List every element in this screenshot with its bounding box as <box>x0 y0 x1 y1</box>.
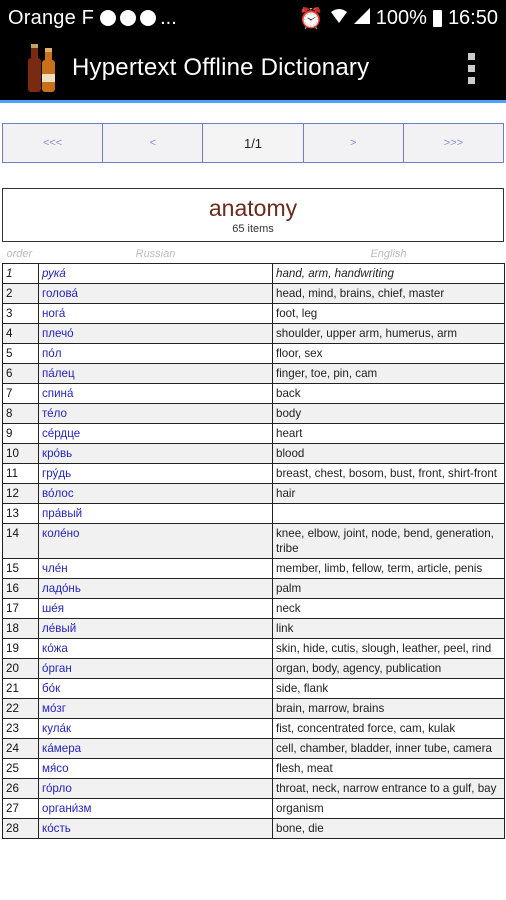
russian-word-link[interactable]: пра́вый <box>39 503 273 523</box>
english-translation: body <box>273 403 505 423</box>
english-translation: flesh, meat <box>273 758 505 778</box>
row-order: 2 <box>3 283 39 303</box>
column-header-order: order <box>6 248 33 261</box>
english-translation: bone, die <box>273 818 505 838</box>
russian-word-link[interactable]: чле́н <box>39 558 273 578</box>
next-page-button[interactable]: > <box>304 124 404 162</box>
row-order: 3 <box>3 303 39 323</box>
column-header-russian: Russian <box>135 248 176 261</box>
english-translation: foot, leg <box>273 303 505 323</box>
topic-title: anatomy <box>208 195 298 221</box>
russian-word-link[interactable]: се́рдце <box>39 423 273 443</box>
prev-page-button[interactable]: < <box>103 124 203 162</box>
table-row[interactable] <box>3 463 505 483</box>
alarm-icon: ⏰ <box>298 7 324 30</box>
row-order: 25 <box>3 758 39 778</box>
english-translation <box>273 503 505 523</box>
clock: 16:50 <box>447 6 498 29</box>
row-order: 14 <box>3 523 39 558</box>
russian-word-link[interactable]: рука́ <box>39 263 273 283</box>
notification-icon <box>120 10 136 26</box>
russian-word-link[interactable]: те́ло <box>39 403 273 423</box>
row-order: 16 <box>3 578 39 598</box>
table-row[interactable] <box>3 323 505 343</box>
topic-item-count: 65 items <box>232 223 274 235</box>
russian-word-link[interactable]: плечо́ <box>39 323 273 343</box>
russian-word-link[interactable]: нога́ <box>39 303 273 323</box>
table-row[interactable] <box>3 638 505 658</box>
row-order: 27 <box>3 798 39 818</box>
table-row[interactable] <box>3 778 505 798</box>
row-order: 26 <box>3 778 39 798</box>
english-translation: back <box>273 383 505 403</box>
app-logo-icon <box>20 42 64 94</box>
row-order: 17 <box>3 598 39 618</box>
row-order: 9 <box>3 423 39 443</box>
row-order: 22 <box>3 698 39 718</box>
row-order: 21 <box>3 678 39 698</box>
more-notifications: ... <box>160 6 177 29</box>
table-row[interactable] <box>3 263 505 283</box>
carrier-name: Orange F <box>8 6 95 29</box>
table-row[interactable] <box>3 818 505 838</box>
russian-word-link[interactable]: бо́к <box>39 678 273 698</box>
row-order: 7 <box>3 383 39 403</box>
cloud-upload-icon <box>100 10 116 26</box>
table-row[interactable] <box>3 658 505 678</box>
table-row[interactable] <box>3 283 505 303</box>
russian-word-link[interactable]: го́рло <box>39 778 273 798</box>
row-order: 23 <box>3 718 39 738</box>
russian-word-link[interactable]: о́рган <box>39 658 273 678</box>
english-translation: side, flank <box>273 678 505 698</box>
row-order: 1 <box>3 263 39 283</box>
russian-word-link[interactable]: ка́мера <box>39 738 273 758</box>
russian-word-link[interactable]: во́лос <box>39 483 273 503</box>
first-page-button[interactable]: <<< <box>3 124 103 162</box>
english-translation: member, limb, fellow, term, article, penis <box>273 558 505 578</box>
russian-word-link[interactable]: гру́дь <box>39 463 273 483</box>
last-page-button[interactable]: >>> <box>404 124 503 162</box>
english-translation: neck <box>273 598 505 618</box>
russian-word-link[interactable]: голова́ <box>39 283 273 303</box>
row-order: 10 <box>3 443 39 463</box>
topic-header <box>2 188 504 242</box>
overflow-menu-icon[interactable] <box>468 53 476 84</box>
row-order: 13 <box>3 503 39 523</box>
row-order: 8 <box>3 403 39 423</box>
english-translation: fist, concentrated force, cam, kulak <box>273 718 505 738</box>
russian-word-link[interactable]: ле́вый <box>39 618 273 638</box>
page-indicator: 1/1 <box>203 124 303 162</box>
russian-word-link[interactable]: па́лец <box>39 363 273 383</box>
english-translation: hair <box>273 483 505 503</box>
table-row[interactable] <box>3 718 505 738</box>
russian-word-link[interactable]: ше́я <box>39 598 273 618</box>
english-translation: organ, body, agency, publication <box>273 658 505 678</box>
battery-icon <box>433 10 442 27</box>
english-translation: organism <box>273 798 505 818</box>
table-row[interactable] <box>3 738 505 758</box>
russian-word-link[interactable]: мо́зг <box>39 698 273 718</box>
row-order: 6 <box>3 363 39 383</box>
russian-word-link[interactable]: ладо́нь <box>39 578 273 598</box>
russian-word-link[interactable]: коле́но <box>39 523 273 558</box>
row-order: 28 <box>3 818 39 838</box>
english-translation: finger, toe, pin, cam <box>273 363 505 383</box>
battery-percent: 100% <box>375 6 427 29</box>
table-row[interactable] <box>3 363 505 383</box>
english-translation: shoulder, upper arm, humerus, arm <box>273 323 505 343</box>
row-order: 12 <box>3 483 39 503</box>
english-translation: palm <box>273 578 505 598</box>
table-row[interactable] <box>3 483 505 503</box>
english-translation: skin, hide, cutis, slough, leather, peel, rind <box>273 638 505 658</box>
table-row[interactable] <box>3 523 505 558</box>
status-bar <box>0 0 506 36</box>
table-row[interactable] <box>3 383 505 403</box>
table-row[interactable] <box>3 423 505 443</box>
table-row[interactable] <box>3 578 505 598</box>
english-translation: knee, elbow, joint, node, bend, generation, tribe <box>273 523 505 558</box>
signal-icon <box>354 7 370 30</box>
table-row[interactable] <box>3 598 505 618</box>
cloud-download-icon <box>140 10 156 26</box>
english-translation: breast, chest, bosom, bust, front, shirt-front <box>273 463 505 483</box>
table-row[interactable] <box>3 303 505 323</box>
word-table <box>2 246 504 839</box>
english-translation: brain, marrow, brains <box>273 698 505 718</box>
pagination <box>2 123 504 163</box>
table-row[interactable] <box>3 618 505 638</box>
table-row[interactable] <box>3 698 505 718</box>
english-translation: blood <box>273 443 505 463</box>
english-translation: link <box>273 618 505 638</box>
row-order: 20 <box>3 658 39 678</box>
table-row[interactable] <box>3 503 505 523</box>
russian-word-link[interactable]: кро́вь <box>39 443 273 463</box>
column-header-english: English <box>370 248 407 261</box>
english-translation: head, mind, brains, chief, master <box>273 283 505 303</box>
row-order: 18 <box>3 618 39 638</box>
english-translation: throat, neck, narrow entrance to a gulf, bay <box>273 778 505 798</box>
table-row[interactable] <box>3 758 505 778</box>
table-row[interactable] <box>3 798 505 818</box>
russian-word-link[interactable]: ко́сть <box>39 818 273 838</box>
app-bar <box>0 36 506 100</box>
row-order: 19 <box>3 638 39 658</box>
russian-word-link[interactable]: спина́ <box>39 383 273 403</box>
russian-word-link[interactable]: кула́к <box>39 718 273 738</box>
row-order: 15 <box>3 558 39 578</box>
row-order: 11 <box>3 463 39 483</box>
row-order: 24 <box>3 738 39 758</box>
russian-word-link[interactable]: по́л <box>39 343 273 363</box>
app-title: Hypertext Offline Dictionary <box>72 54 370 81</box>
english-translation: heart <box>273 423 505 443</box>
table-row[interactable] <box>3 558 505 578</box>
table-row[interactable] <box>3 443 505 463</box>
table-row[interactable] <box>3 678 505 698</box>
russian-word-link[interactable]: органи́зм <box>39 798 273 818</box>
english-translation: hand, arm, handwriting <box>273 263 505 283</box>
english-translation: cell, chamber, bladder, inner tube, camera <box>273 738 505 758</box>
table-row[interactable] <box>3 403 505 423</box>
russian-word-link[interactable]: ко́жа <box>39 638 273 658</box>
row-order: 5 <box>3 343 39 363</box>
wifi-icon <box>330 7 348 30</box>
row-order: 4 <box>3 323 39 343</box>
russian-word-link[interactable]: мя́со <box>39 758 273 778</box>
app-bar-divider <box>0 100 506 103</box>
table-row[interactable] <box>3 343 505 363</box>
english-translation: floor, sex <box>273 343 505 363</box>
